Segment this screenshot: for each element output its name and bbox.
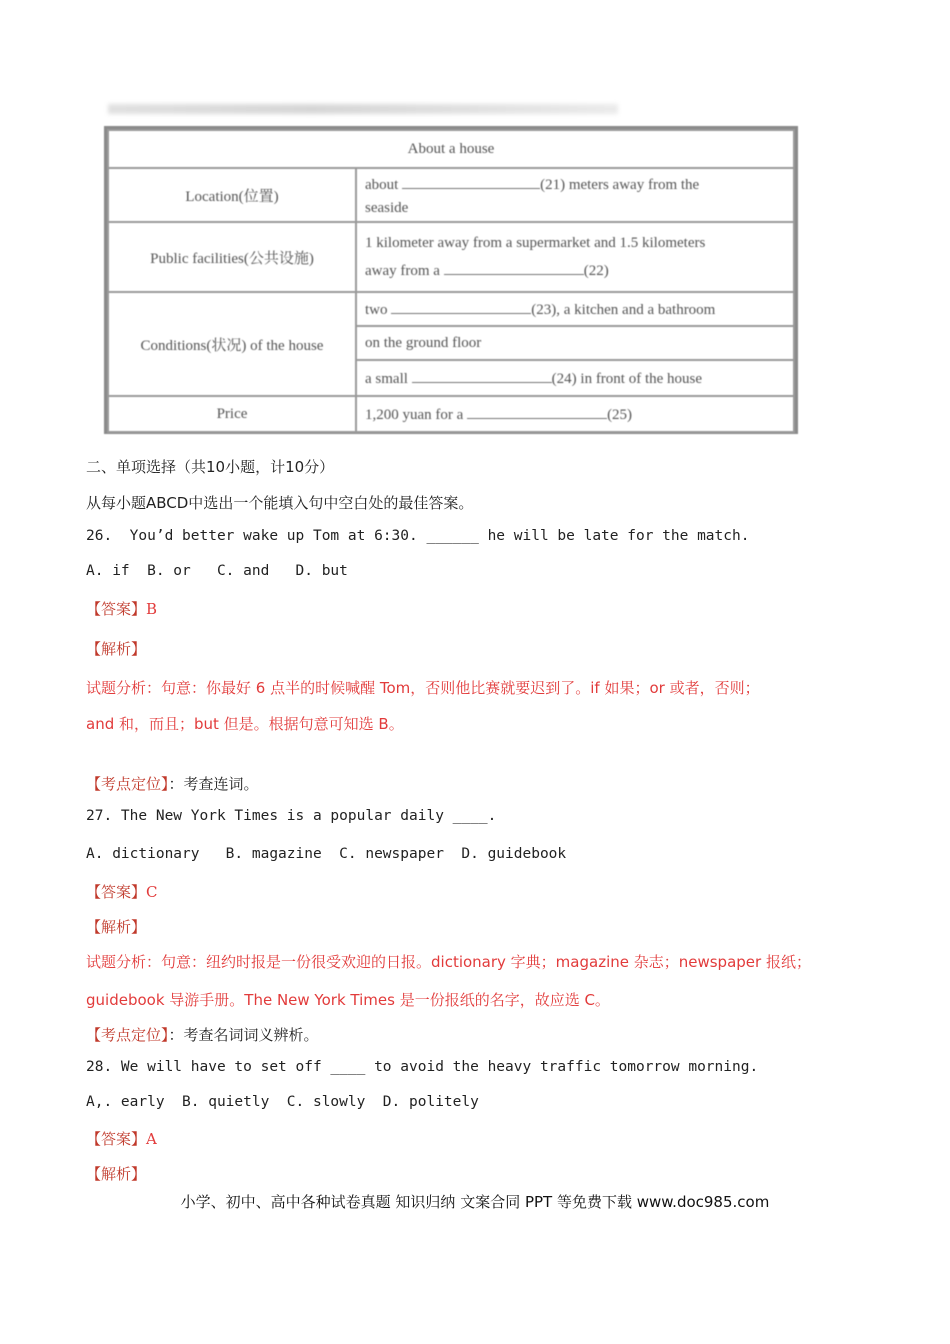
analysis-label-28: 【解析】: [86, 1165, 147, 1183]
row-label-conditions: Conditions(状况) of the house: [108, 292, 356, 396]
question-27: 27. The New York Times is a popular daily ____.: [86, 808, 497, 824]
row-value-floor: on the ground floor: [356, 326, 794, 360]
point-27: 【考点定位】：考查名词词义辨析。: [86, 1026, 319, 1044]
page-footer: 小学、初中、高中各种试卷真题 知识归纳 文案合同 PPT 等免费下载 www.doc985.com: [180, 1193, 770, 1211]
row-value-garden: a small (24) in front of the house: [356, 360, 794, 396]
table-title: About a house: [108, 130, 794, 168]
analysis-26-line2: and 和，而且；but 但是。根据句意可知选 B。: [86, 715, 404, 733]
row-label-location: Location(位置): [108, 168, 356, 222]
section-instruction: 从每小题ABCD中选出一个能填入句中空白处的最佳答案。: [86, 494, 474, 512]
row-label-facilities: Public facilities(公共设施): [108, 222, 356, 292]
row-value-price: 1,200 yuan for a (25): [356, 396, 794, 432]
row-label-price: Price: [108, 396, 356, 432]
options-28: A,. early B. quietly C. slowly D. politely: [86, 1094, 479, 1110]
question-26: 26. You’d better wake up Tom at 6:30. ______ he will be late for the match.: [86, 528, 750, 544]
analysis-label-27: 【解析】: [86, 918, 147, 936]
analysis-27-line1: 试题分析：句意：纽约时报是一份很受欢迎的日报。dictionary 字典；magazine 杂志；newspaper 报纸；: [86, 953, 811, 971]
section-heading: 二、单项选择（共10小题，计10分）: [86, 458, 335, 476]
cropped-instruction-line: [108, 104, 618, 114]
row-value-rooms: two (23), a kitchen and a bathroom: [356, 292, 794, 326]
question-28: 28. We will have to set off ____ to avoid the heavy traffic tomorrow morning.: [86, 1059, 759, 1075]
analysis-label-26: 【解析】: [86, 640, 147, 658]
row-value-location: about (21) meters away from the seaside: [356, 168, 794, 222]
answer-26: 【答案】B: [86, 600, 158, 618]
analysis-27-line2: guidebook 导游手册。The New York Times 是一份报纸的名字，故应选 C。: [86, 991, 610, 1009]
options-27: A. dictionary B. magazine C. newspaper D. guidebook: [86, 846, 567, 862]
house-info-table: [104, 126, 798, 434]
analysis-26-line1: 试题分析：句意：你最好 6 点半的时候喊醒 Tom，否则他比赛就要迟到了。if 如果；or 或者，否则；: [86, 679, 760, 697]
answer-28: 【答案】A: [86, 1130, 157, 1148]
point-26: 【考点定位】：考查连词。: [86, 775, 259, 793]
options-26: A. if B. or C. and D. but: [86, 563, 348, 579]
answer-27: 【答案】C: [86, 883, 158, 901]
row-value-facilities: 1 kilometer away from a supermarket and 1.5 kilometers away from a (22): [356, 222, 794, 292]
